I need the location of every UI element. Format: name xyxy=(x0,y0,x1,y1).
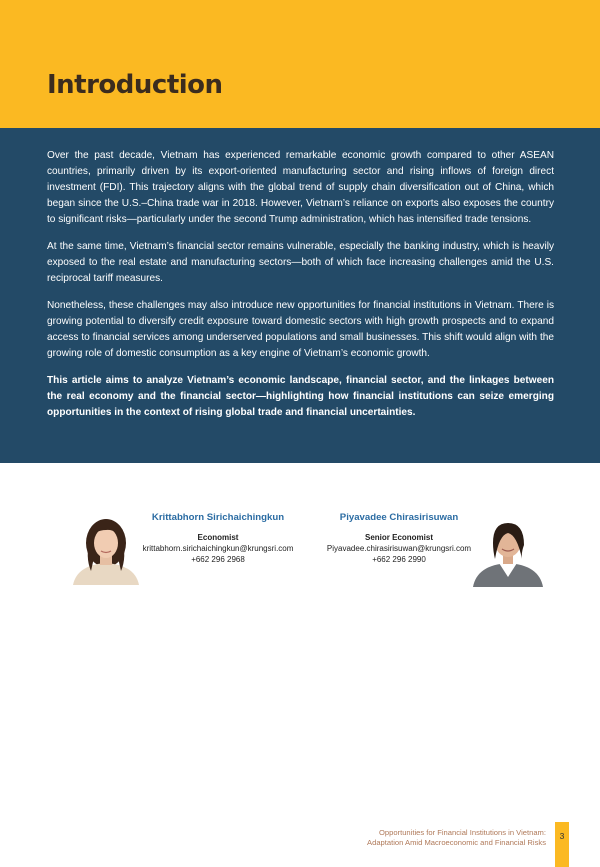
author-phone: +662 296 2990 xyxy=(372,554,426,564)
author-email[interactable]: Piyavadee.chirasirisuwan@krungsri.com xyxy=(326,544,472,553)
intro-panel xyxy=(0,128,600,463)
paragraph-2: At the same time, Vietnam’s financial sector remains vulnerable, especially the banking industry, which is heavily exposed to the real estate and manufacturing sectors—both of which face increasing challenges amid the U.S. reciprocal tariff measures. xyxy=(47,241,554,284)
page-number: 3 xyxy=(559,831,565,841)
author-name: Piyavadee Chirasirisuwan xyxy=(339,512,459,523)
intro-text xyxy=(47,148,554,432)
author-email[interactable]: krittabhorn.sirichaichingkun@krungsri.com xyxy=(142,544,294,553)
author-card-2 xyxy=(319,513,479,565)
author-role: Economist xyxy=(197,532,239,542)
author-name: Krittabhorn Sirichaichingkun xyxy=(151,512,285,523)
paragraph-3: Nonetheless, these challenges may also introduce new opportunities for financial institutions in Vietnam. There is growing potential to diversify credit exposure toward domestic sectors with high growth prospects and to expand access to financial services among underserved populations and small businesses. This shift would align with the growing role of domestic consumption as a key engine of Vietnam’s economic growth. xyxy=(47,300,554,359)
paragraph-4-summary: This article aims to analyze Vietnam’s economic landscape, financial sector, and the linkages between the real economy and the financial sector—highlighting how financial institutions can seize emerging opportunities in the context of rising global trade and financial uncertainties. xyxy=(47,375,554,418)
author-phone: +662 296 2968 xyxy=(191,554,245,564)
footer-line-1: Opportunities for Financial Institutions in Vietnam: xyxy=(378,828,546,837)
header-band xyxy=(0,0,600,128)
footer-line-2: Adaptation Amid Macroeconomic and Financial Risks xyxy=(367,838,546,847)
footer-report-title xyxy=(367,828,546,848)
page-title: Introduction xyxy=(47,70,223,100)
author-role: Senior Economist xyxy=(364,532,433,542)
page-number-tab xyxy=(555,822,569,867)
author-photo-2 xyxy=(469,515,547,587)
paragraph-1: Over the past decade, Vietnam has experienced remarkable economic growth compared to other ASEAN countries, primarily driven by its export-oriented manufacturing sector and rising inflows of foreign direct investment (FDI). This trajectory aligns with the global trend of supply chain diversification out of China, which began since the U.S.–China trade war in 2018. However, Vietnam’s reliance on exports also exposes the country to significant risks—particularly under the second Trump administration, which has intensified trade tensions. xyxy=(47,150,554,225)
author-card-1 xyxy=(138,513,298,565)
author-photo-1 xyxy=(67,513,145,585)
